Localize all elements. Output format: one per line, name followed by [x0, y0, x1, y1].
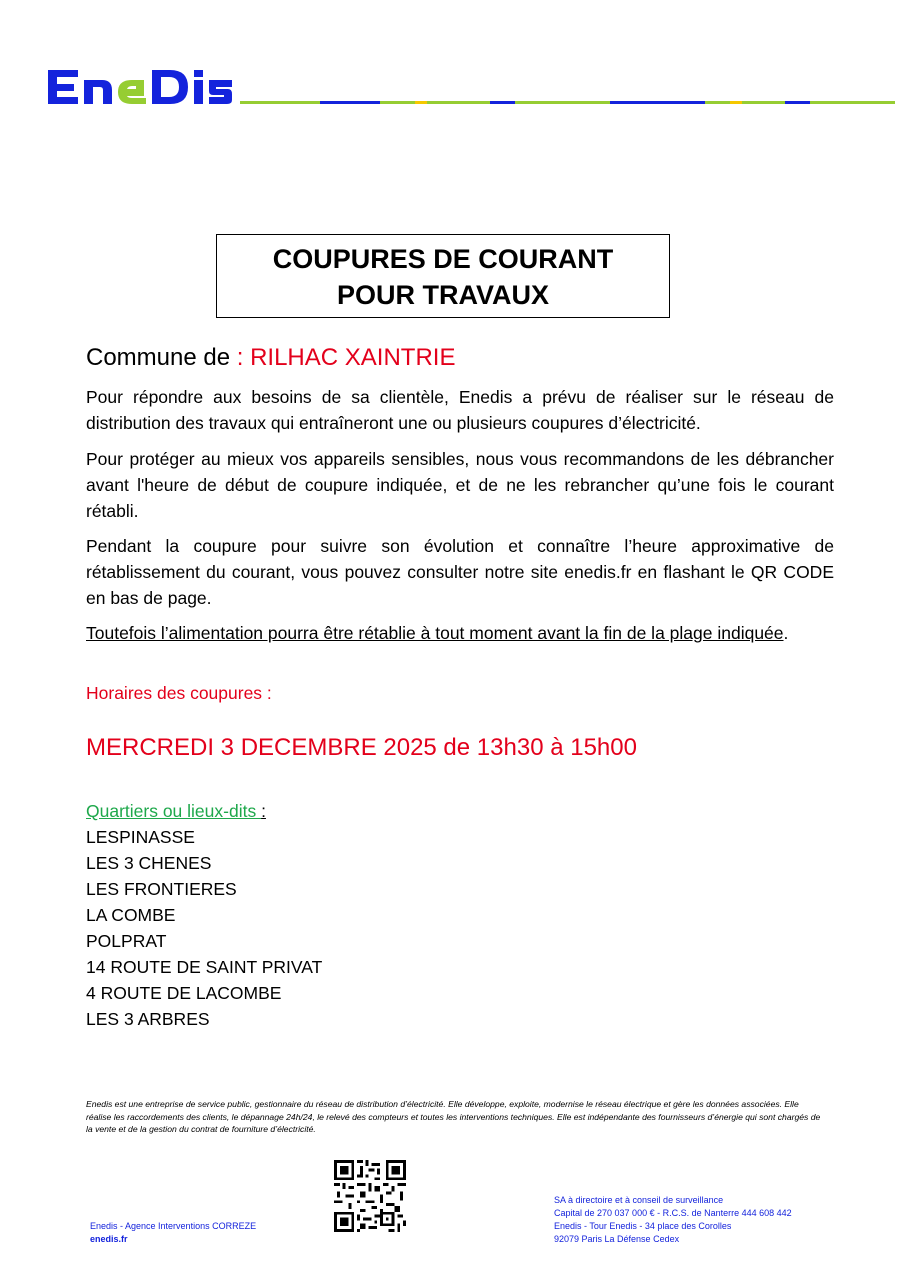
- paragraph-qr-info: Pendant la coupure pour suivre son évolution et connaître l’heure approximative de rétablissement du courant, vous pouvez consulter notre site enedis.fr en flashant le QR CODE en bas de page.: [86, 536, 834, 608]
- list-item: POLPRAT: [86, 931, 167, 951]
- footer-disclaimer: Enedis est une entreprise de service public, gestionnaire du réseau de distribution d’électricité. Elle développe, exploite, modernise le réseau électrique et gère les données associées. Elle réalise les raccordements des clients, le dépannage 24h/24, le relevé des compteurs et toutes les interventions techniques. Elle est indépendante des fournisseurs d’énergie qui sont chargés de la vente et de la gestion du contrat de fourniture d’électricité.: [86, 1099, 821, 1134]
- enedis-logo: [44, 66, 234, 108]
- commune-heading: [86, 342, 455, 374]
- legal-line: 92079 Paris La Défense Cedex: [554, 1234, 680, 1244]
- legal-line: Capital de 270 037 000 € - R.C.S. de Nanterre 444 608 442: [554, 1208, 792, 1218]
- commune-prefix: Commune de: [86, 344, 237, 371]
- title-line-2: POUR TRAVAUX: [336, 280, 549, 310]
- footer-agency: [90, 1220, 256, 1246]
- qr-code-icon[interactable]: [334, 1160, 406, 1232]
- list-item: LA COMBE: [86, 905, 176, 925]
- list-item: LES FRONTIERES: [86, 879, 237, 899]
- legal-line: Enedis - Tour Enedis - 34 place des Corolles: [554, 1221, 732, 1231]
- title-line-1: COUPURES DE COURANT: [272, 244, 614, 274]
- quartiers-label: Quartiers ou lieux-dits: [86, 801, 262, 821]
- list-item: LES 3 CHENES: [86, 853, 212, 873]
- warning-underlined: Toutefois l’alimentation pourra être rétablie à tout moment avant la fin de la plage indiquée: [86, 623, 784, 643]
- list-item: LES 3 ARBRES: [86, 1009, 210, 1029]
- website-link[interactable]: enedis.fr: [90, 1234, 128, 1244]
- footer-legal: [554, 1194, 792, 1246]
- places-list: [86, 824, 322, 1032]
- legal-line: SA à directoire et à conseil de surveillance: [554, 1195, 724, 1205]
- header-divider: [240, 101, 895, 104]
- notice-title-box: [216, 234, 670, 318]
- schedule-date: MERCREDI 3 DECEMBRE 2025 de 13h30 à 15h00: [86, 734, 637, 761]
- paragraph-intro: Pour répondre aux besoins de sa clientèle, Enedis a prévu de réaliser sur le réseau de distribution des travaux qui entraîneront une ou plusieurs coupures d’électricité.: [86, 387, 834, 433]
- schedule-label: Horaires des coupures :: [86, 683, 272, 703]
- paragraph-advice: Pour protéger au mieux vos appareils sensibles, nous vous recommandons de les débrancher avant l'heure de début de coupure indiquée, et de ne les rebrancher qu’une fois le courant rétabli.: [86, 449, 834, 521]
- list-item: 14 ROUTE DE SAINT PRIVAT: [86, 957, 323, 977]
- warning-end: .: [783, 623, 789, 643]
- commune-name: : RILHAC XAINTRIE: [236, 344, 456, 371]
- quartiers-colon: :: [261, 801, 266, 821]
- quartiers-heading: [86, 798, 266, 824]
- list-item: LESPINASSE: [86, 827, 195, 847]
- list-item: 4 ROUTE DE LACOMBE: [86, 983, 282, 1003]
- agency-name: Enedis - Agence Interventions CORREZE: [90, 1221, 257, 1231]
- paragraph-warning: [86, 620, 834, 646]
